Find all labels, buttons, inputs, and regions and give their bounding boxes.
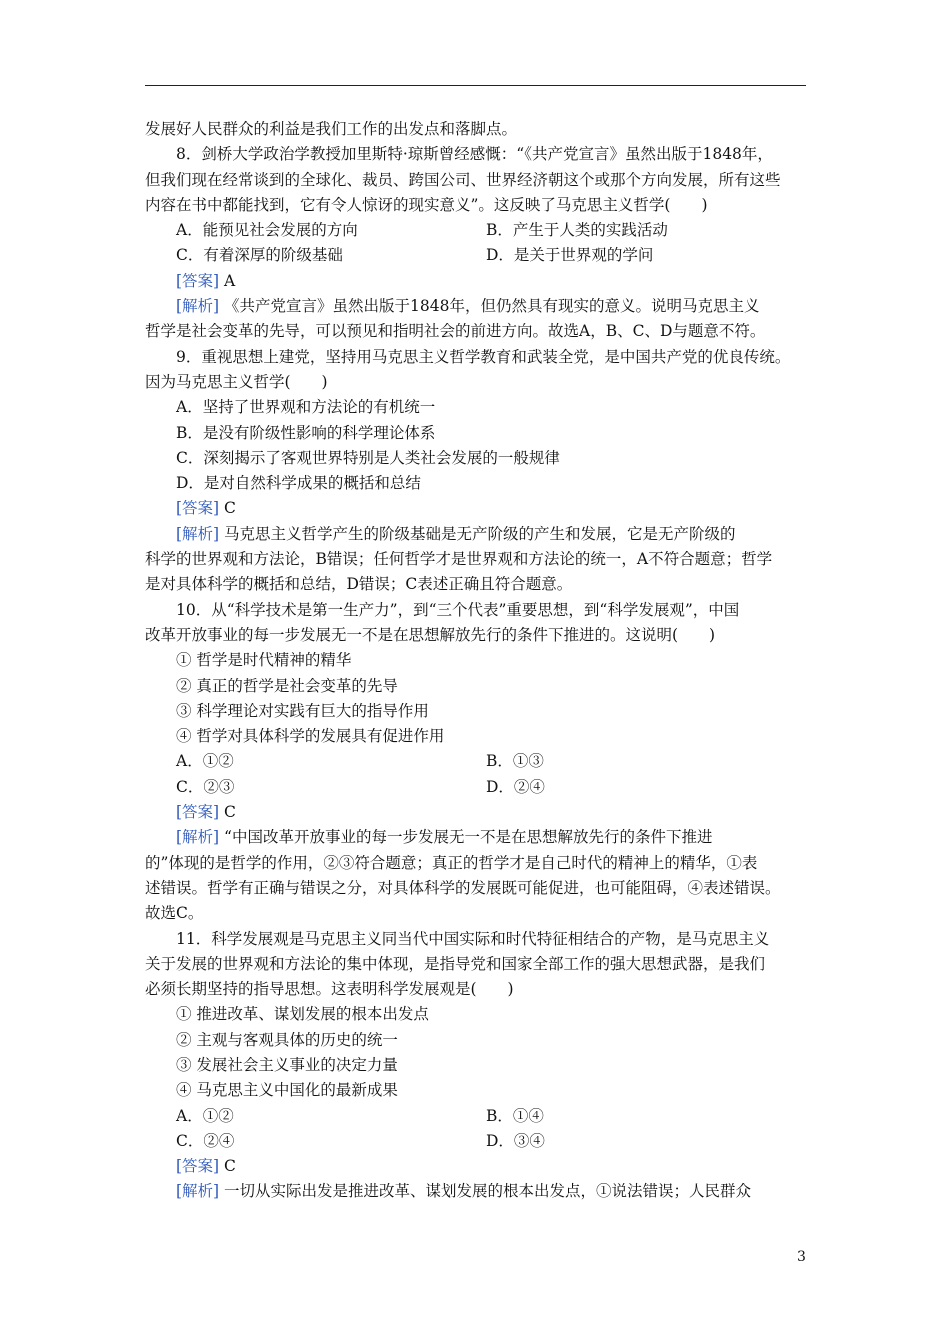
analysis-text: 科学的世界观和方法论，B错误；任何哲学才是世界观和方法论的统一，A不符合题意；哲学 <box>145 550 773 569</box>
analysis-line <box>145 1179 810 1204</box>
answer-tag: [答案] <box>176 499 220 518</box>
question-stem-line: 11．科学发展观是马克思主义同当代中国实际和时代特征相结合的产物，是马克思主义 <box>176 929 770 948</box>
analysis-tag: [解析] <box>176 1182 220 1201</box>
option-c: C．②④ <box>176 1131 235 1150</box>
option-b: B．①④ <box>486 1106 544 1125</box>
option-c: C．深刻揭示了客观世界特别是人类社会发展的一般规律 <box>176 448 560 467</box>
option-row <box>145 775 810 800</box>
statement-item: ② 主观与客观具体的历史的统一 <box>176 1030 398 1049</box>
analysis-text: 述错误。哲学有正确与错误之分，对具体科学的发展既可能促进，也可能阻碍，④表述错误。 <box>145 878 781 897</box>
question-stem-line: 但我们现在经常谈到的全球化、裁员、跨国公司、世界经济朝这个或那个方向发展，所有这些 <box>145 170 781 189</box>
option-d: D．是对自然科学成果的概括和总结 <box>176 474 421 493</box>
answer-value: C <box>224 499 236 518</box>
option-d: D．②④ <box>486 777 545 796</box>
option-a: A．①② <box>176 752 234 771</box>
analysis-text: 《共产党宣言》虽然出版于1848年，但仍然具有现实的意义。说明马克思主义 <box>224 297 760 316</box>
question-10 <box>145 598 810 927</box>
answer-value: A <box>224 271 236 290</box>
analysis-text: 的”体现的是哲学的作用，②③符合题意；真正的哲学才是自己时代的精神上的精华，①表 <box>145 853 758 872</box>
option-c: C．②③ <box>176 777 235 796</box>
question-stem-line: 因为马克思主义哲学( ) <box>145 372 328 391</box>
intro-line: 发展好人民群众的利益是我们工作的出发点和落脚点。 <box>145 120 518 138</box>
question-11 <box>145 927 810 1205</box>
option-c: C．有着深厚的阶级基础 <box>176 246 343 265</box>
page-number: 3 <box>797 1249 806 1265</box>
statement-item: ② 真正的哲学是社会变革的先导 <box>176 676 398 695</box>
statement-item: ③ 科学理论对实践有巨大的指导作用 <box>176 701 429 720</box>
option-a: A．①② <box>176 1106 234 1125</box>
option-d: D．是关于世界观的学问 <box>486 246 654 265</box>
statement-item: ① 哲学是时代精神的精华 <box>176 651 352 670</box>
analysis-text: 是对具体科学的概括和总结，D错误；C表述正确且符合题意。 <box>145 575 573 594</box>
analysis-tag: [解析] <box>176 828 220 847</box>
option-row <box>145 1129 810 1154</box>
answer-line <box>145 269 810 294</box>
answer-tag: [答案] <box>176 1157 220 1176</box>
answer-line <box>145 496 810 521</box>
option-row <box>145 749 810 774</box>
analysis-text: 一切从实际出发是推进改革、谋划发展的根本出发点，①说法错误；人民群众 <box>224 1182 752 1201</box>
option-b: B．①③ <box>486 752 544 771</box>
statement-item: ④ 哲学对具体科学的发展具有促进作用 <box>176 727 445 746</box>
answer-value: C <box>224 803 236 822</box>
answer-tag: [答案] <box>176 803 220 822</box>
question-9 <box>145 345 810 598</box>
option-row <box>145 243 810 268</box>
analysis-line <box>145 294 810 319</box>
answer-line <box>145 800 810 825</box>
analysis-text: “中国改革开放事业的每一步发展无一不是在思想解放先行的条件下推进 <box>224 828 713 847</box>
question-stem-line: 关于发展的世界观和方法论的集中体现，是指导党和国家全部工作的强大思想武器，是我们 <box>145 954 766 973</box>
option-a: A．坚持了世界观和方法论的有机统一 <box>176 398 436 417</box>
question-stem-line: 必须长期坚持的指导思想。这表明科学发展观是( ) <box>145 980 514 999</box>
answer-tag: [答案] <box>176 271 220 290</box>
analysis-line <box>145 825 810 850</box>
question-stem-line: 8．剑桥大学政治学教授加里斯特·琼斯曾经感慨：“《共产党宣言》虽然出版于1848年， <box>176 145 773 164</box>
option-b: B．是没有阶级性影响的科学理论体系 <box>176 423 436 442</box>
question-stem-line: 9．重视思想上建党，坚持用马克思主义哲学教育和武装全党，是中国共产党的优良传统。 <box>176 347 791 366</box>
option-d: D．③④ <box>486 1131 545 1150</box>
analysis-tag: [解析] <box>176 297 220 316</box>
question-8 <box>145 142 810 344</box>
statement-item: ④ 马克思主义中国化的最新成果 <box>176 1081 398 1100</box>
analysis-text: 马克思主义哲学产生的阶级基础是无产阶级的产生和发展，它是无产阶级的 <box>224 524 736 543</box>
question-stem-line: 内容在书中都能找到，它有令人惊讶的现实意义”。这反映了马克思主义哲学( ) <box>145 195 708 214</box>
answer-line <box>145 1154 810 1179</box>
option-a: A．能预见社会发展的方向 <box>176 221 358 240</box>
analysis-text: 故选C。 <box>145 904 204 923</box>
statement-item: ① 推进改革、谋划发展的根本出发点 <box>176 1005 429 1024</box>
statement-item: ③ 发展社会主义事业的决定力量 <box>176 1055 398 1074</box>
analysis-tag: [解析] <box>176 524 220 543</box>
option-row <box>145 1104 810 1129</box>
option-b: B．产生于人类的实践活动 <box>486 221 668 240</box>
option-row <box>145 218 810 243</box>
answer-value: C <box>224 1157 236 1176</box>
analysis-text: 哲学是社会变革的先导，可以预见和指明社会的前进方向。故选A，B、C、D与题意不符。 <box>145 322 766 341</box>
question-stem-line: 10．从“科学技术是第一生产力”，到“三个代表”重要思想，到“科学发展观”，中国 <box>176 600 740 619</box>
document-body <box>145 117 810 1205</box>
header-rule <box>145 85 806 86</box>
analysis-line <box>145 522 810 547</box>
question-stem-line: 改革开放事业的每一步发展无一不是在思想解放先行的条件下推进的。这说明( ) <box>145 625 716 644</box>
